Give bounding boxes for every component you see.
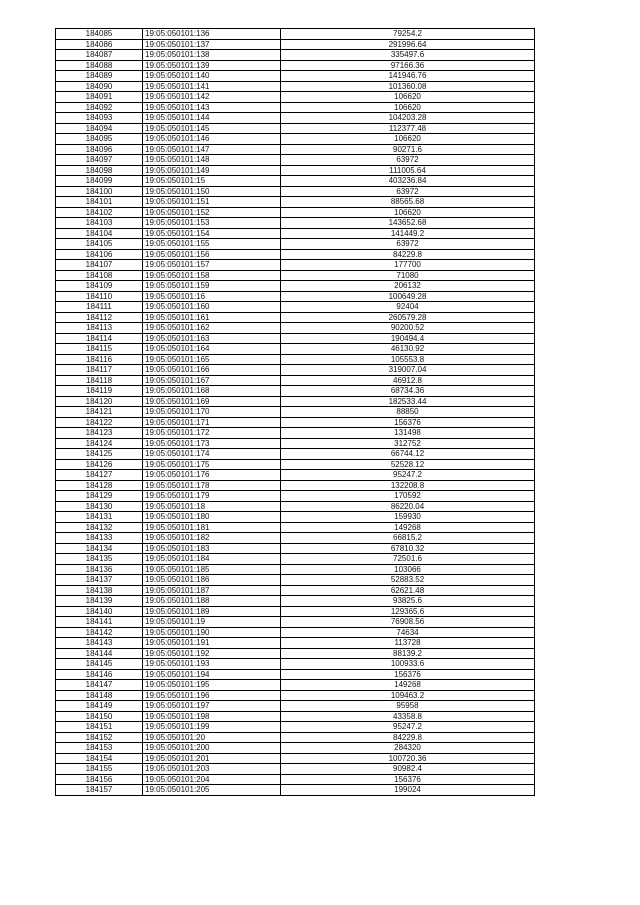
cadastral-number-cell: 19:05:050101:165 (143, 354, 281, 365)
table-row (56, 134, 535, 145)
cadastral-number-cell: 19:05:050101:194 (143, 669, 281, 680)
table-row (56, 375, 535, 386)
row-number-cell: 184101 (56, 197, 143, 208)
value-cell: 63972 (281, 155, 535, 166)
table-row (56, 39, 535, 50)
table-row (56, 564, 535, 575)
table-row (56, 743, 535, 754)
table-row (56, 533, 535, 544)
table-row (56, 722, 535, 733)
cadastral-number-cell: 19:05:050101:191 (143, 638, 281, 649)
cadastral-number-cell: 19:05:050101:201 (143, 753, 281, 764)
table-row (56, 239, 535, 250)
cadastral-number-cell: 19:05:050101:186 (143, 575, 281, 586)
table-row (56, 638, 535, 649)
cadastral-number-cell: 19:05:050101:19 (143, 617, 281, 628)
cadastral-number-cell: 19:05:050101:163 (143, 333, 281, 344)
table-row (56, 407, 535, 418)
row-number-cell: 184127 (56, 470, 143, 481)
value-cell: 88850 (281, 407, 535, 418)
value-cell: 72501.6 (281, 554, 535, 565)
value-cell: 312752 (281, 438, 535, 449)
table-row (56, 144, 535, 155)
cadastral-number-cell: 19:05:050101:176 (143, 470, 281, 481)
cadastral-number-cell: 19:05:050101:174 (143, 449, 281, 460)
row-number-cell: 184126 (56, 459, 143, 470)
value-cell: 284320 (281, 743, 535, 754)
value-cell: 156376 (281, 774, 535, 785)
table-row (56, 753, 535, 764)
cadastral-number-cell: 19:05:050101:149 (143, 165, 281, 176)
cadastral-number-cell: 19:05:050101:152 (143, 207, 281, 218)
cadastral-number-cell: 19:05:050101:203 (143, 764, 281, 775)
value-cell: 63972 (281, 239, 535, 250)
table-row (56, 176, 535, 187)
table-row (56, 218, 535, 229)
table-row (56, 470, 535, 481)
row-number-cell: 184149 (56, 701, 143, 712)
value-cell: 104203.28 (281, 113, 535, 124)
value-cell: 66744.12 (281, 449, 535, 460)
row-number-cell: 184123 (56, 428, 143, 439)
table-row (56, 669, 535, 680)
table-row (56, 596, 535, 607)
row-number-cell: 184155 (56, 764, 143, 775)
row-number-cell: 184099 (56, 176, 143, 187)
table-row (56, 323, 535, 334)
row-number-cell: 184141 (56, 617, 143, 628)
row-number-cell: 184105 (56, 239, 143, 250)
row-number-cell: 184143 (56, 638, 143, 649)
row-number-cell: 184103 (56, 218, 143, 229)
row-number-cell: 184104 (56, 228, 143, 239)
value-cell: 90200.52 (281, 323, 535, 334)
cadastral-number-cell: 19:05:050101:188 (143, 596, 281, 607)
value-cell: 63972 (281, 186, 535, 197)
value-cell: 156376 (281, 417, 535, 428)
row-number-cell: 184146 (56, 669, 143, 680)
cadastral-number-cell: 19:05:050101:168 (143, 386, 281, 397)
table-row (56, 417, 535, 428)
table-row (56, 617, 535, 628)
cadastral-number-cell: 19:05:050101:199 (143, 722, 281, 733)
value-cell: 90271.6 (281, 144, 535, 155)
cadastral-number-cell: 19:05:050101:15 (143, 176, 281, 187)
row-number-cell: 184128 (56, 480, 143, 491)
value-cell: 93825.6 (281, 596, 535, 607)
cadastral-number-cell: 19:05:050101:147 (143, 144, 281, 155)
value-cell: 84229.8 (281, 249, 535, 260)
value-cell: 43358.8 (281, 711, 535, 722)
row-number-cell: 184125 (56, 449, 143, 460)
value-cell: 177700 (281, 260, 535, 271)
value-cell: 74634 (281, 627, 535, 638)
row-number-cell: 184156 (56, 774, 143, 785)
value-cell: 319007.04 (281, 365, 535, 376)
value-cell: 143652.68 (281, 218, 535, 229)
cadastral-number-cell: 19:05:050101:158 (143, 270, 281, 281)
table-row (56, 155, 535, 166)
row-number-cell: 184154 (56, 753, 143, 764)
value-cell: 68734.36 (281, 386, 535, 397)
value-cell: 95958 (281, 701, 535, 712)
row-number-cell: 184085 (56, 29, 143, 40)
value-cell: 88565.68 (281, 197, 535, 208)
row-number-cell: 184112 (56, 312, 143, 323)
table-row (56, 438, 535, 449)
row-number-cell: 184130 (56, 501, 143, 512)
row-number-cell: 184090 (56, 81, 143, 92)
table-row (56, 249, 535, 260)
cadastral-number-cell: 19:05:050101:198 (143, 711, 281, 722)
row-number-cell: 184108 (56, 270, 143, 281)
value-cell: 67810.32 (281, 543, 535, 554)
table-row (56, 123, 535, 134)
table-row (56, 81, 535, 92)
value-cell: 100933.6 (281, 659, 535, 670)
cadastral-number-cell: 19:05:050101:173 (143, 438, 281, 449)
row-number-cell: 184124 (56, 438, 143, 449)
row-number-cell: 184122 (56, 417, 143, 428)
cadastral-number-cell: 19:05:050101:144 (143, 113, 281, 124)
row-number-cell: 184102 (56, 207, 143, 218)
row-number-cell: 184109 (56, 281, 143, 292)
cadastral-number-cell: 19:05:050101:205 (143, 785, 281, 796)
cadastral-number-cell: 19:05:050101:171 (143, 417, 281, 428)
table-row (56, 428, 535, 439)
value-cell: 76908.56 (281, 617, 535, 628)
table-row (56, 344, 535, 355)
cadastral-number-cell: 19:05:050101:175 (143, 459, 281, 470)
cadastral-number-cell: 19:05:050101:146 (143, 134, 281, 145)
value-cell: 97166.36 (281, 60, 535, 71)
table-row (56, 302, 535, 313)
value-cell: 46130.92 (281, 344, 535, 355)
cadastral-number-cell: 19:05:050101:160 (143, 302, 281, 313)
table-row (56, 396, 535, 407)
table-row (56, 680, 535, 691)
row-number-cell: 184129 (56, 491, 143, 502)
value-cell: 66815.2 (281, 533, 535, 544)
cadastral-number-cell: 19:05:050101:197 (143, 701, 281, 712)
table-row (56, 29, 535, 40)
table-row (56, 270, 535, 281)
row-number-cell: 184095 (56, 134, 143, 145)
cadastral-number-cell: 19:05:050101:181 (143, 522, 281, 533)
table-row (56, 512, 535, 523)
value-cell: 88139.2 (281, 648, 535, 659)
row-number-cell: 184138 (56, 585, 143, 596)
cadastral-number-cell: 19:05:050101:162 (143, 323, 281, 334)
cadastral-number-cell: 19:05:050101:166 (143, 365, 281, 376)
table-row (56, 281, 535, 292)
row-number-cell: 184140 (56, 606, 143, 617)
table-row (56, 92, 535, 103)
row-number-cell: 184115 (56, 344, 143, 355)
cadastral-number-cell: 19:05:050101:167 (143, 375, 281, 386)
table-row (56, 459, 535, 470)
value-cell: 106620 (281, 92, 535, 103)
table-row (56, 554, 535, 565)
table-row (56, 291, 535, 302)
table-body (56, 29, 535, 796)
table-row (56, 774, 535, 785)
value-cell: 100649.28 (281, 291, 535, 302)
cadastral-number-cell: 19:05:050101:151 (143, 197, 281, 208)
cadastral-number-cell: 19:05:050101:161 (143, 312, 281, 323)
value-cell: 46912.8 (281, 375, 535, 386)
cadastral-number-cell: 19:05:050101:185 (143, 564, 281, 575)
row-number-cell: 184107 (56, 260, 143, 271)
table-row (56, 449, 535, 460)
value-cell: 92404 (281, 302, 535, 313)
table-row (56, 386, 535, 397)
row-number-cell: 184118 (56, 375, 143, 386)
value-cell: 159930 (281, 512, 535, 523)
value-cell: 170592 (281, 491, 535, 502)
value-cell: 132208.8 (281, 480, 535, 491)
table-row (56, 207, 535, 218)
cadastral-number-cell: 19:05:050101:157 (143, 260, 281, 271)
cadastral-number-cell: 19:05:050101:184 (143, 554, 281, 565)
value-cell: 141946.76 (281, 71, 535, 82)
table-row (56, 711, 535, 722)
table-row (56, 627, 535, 638)
row-number-cell: 184113 (56, 323, 143, 334)
row-number-cell: 184088 (56, 60, 143, 71)
row-number-cell: 184148 (56, 690, 143, 701)
table-row (56, 333, 535, 344)
value-cell: 106620 (281, 102, 535, 113)
row-number-cell: 184152 (56, 732, 143, 743)
value-cell: 103066 (281, 564, 535, 575)
cadastral-number-cell: 19:05:050101:189 (143, 606, 281, 617)
cadastral-number-cell: 19:05:050101:178 (143, 480, 281, 491)
cadastral-number-cell: 19:05:050101:195 (143, 680, 281, 691)
table-row (56, 648, 535, 659)
value-cell: 291996.64 (281, 39, 535, 50)
row-number-cell: 184111 (56, 302, 143, 313)
row-number-cell: 184133 (56, 533, 143, 544)
table-row (56, 785, 535, 796)
cadastral-number-cell: 19:05:050101:192 (143, 648, 281, 659)
value-cell: 113728 (281, 638, 535, 649)
value-cell: 149268 (281, 680, 535, 691)
row-number-cell: 184145 (56, 659, 143, 670)
value-cell: 71080 (281, 270, 535, 281)
cadastral-number-cell: 19:05:050101:137 (143, 39, 281, 50)
cadastral-number-cell: 19:05:050101:143 (143, 102, 281, 113)
row-number-cell: 184096 (56, 144, 143, 155)
row-number-cell: 184091 (56, 92, 143, 103)
table-row (56, 732, 535, 743)
table-row (56, 585, 535, 596)
value-cell: 129365.6 (281, 606, 535, 617)
row-number-cell: 184153 (56, 743, 143, 754)
row-number-cell: 184151 (56, 722, 143, 733)
row-number-cell: 184094 (56, 123, 143, 134)
cadastral-number-cell: 19:05:050101:142 (143, 92, 281, 103)
value-cell: 90982.4 (281, 764, 535, 775)
value-cell: 52528.12 (281, 459, 535, 470)
cadastral-number-cell: 19:05:050101:179 (143, 491, 281, 502)
row-number-cell: 184157 (56, 785, 143, 796)
value-cell: 156376 (281, 669, 535, 680)
value-cell: 101360.08 (281, 81, 535, 92)
table-row (56, 764, 535, 775)
row-number-cell: 184110 (56, 291, 143, 302)
table-row (56, 522, 535, 533)
table-row (56, 228, 535, 239)
row-number-cell: 184087 (56, 50, 143, 61)
table-row (56, 543, 535, 554)
cadastral-number-cell: 19:05:050101:169 (143, 396, 281, 407)
value-cell: 403236.84 (281, 176, 535, 187)
row-number-cell: 184135 (56, 554, 143, 565)
table-row (56, 575, 535, 586)
cadastral-number-cell: 19:05:050101:138 (143, 50, 281, 61)
table-row (56, 60, 535, 71)
row-number-cell: 184116 (56, 354, 143, 365)
row-number-cell: 184089 (56, 71, 143, 82)
value-cell: 79254.2 (281, 29, 535, 40)
row-number-cell: 184106 (56, 249, 143, 260)
value-cell: 106620 (281, 207, 535, 218)
cadastral-number-cell: 19:05:050101:187 (143, 585, 281, 596)
row-number-cell: 184137 (56, 575, 143, 586)
row-number-cell: 184136 (56, 564, 143, 575)
cadastral-number-cell: 19:05:050101:180 (143, 512, 281, 523)
cadastral-number-cell: 19:05:050101:183 (143, 543, 281, 554)
cadastral-number-cell: 19:05:050101:190 (143, 627, 281, 638)
row-number-cell: 184120 (56, 396, 143, 407)
cadastral-number-cell: 19:05:050101:145 (143, 123, 281, 134)
cadastral-number-cell: 19:05:050101:182 (143, 533, 281, 544)
table-row (56, 354, 535, 365)
table-row (56, 659, 535, 670)
cadastral-number-cell: 19:05:050101:156 (143, 249, 281, 260)
table-row (56, 71, 535, 82)
cadastral-number-cell: 19:05:050101:150 (143, 186, 281, 197)
row-number-cell: 184119 (56, 386, 143, 397)
value-cell: 62621.48 (281, 585, 535, 596)
row-number-cell: 184117 (56, 365, 143, 376)
row-number-cell: 184131 (56, 512, 143, 523)
value-cell: 112377.48 (281, 123, 535, 134)
value-cell: 95247.2 (281, 470, 535, 481)
table-row (56, 197, 535, 208)
value-cell: 141449.2 (281, 228, 535, 239)
cadastral-number-cell: 19:05:050101:18 (143, 501, 281, 512)
value-cell: 149268 (281, 522, 535, 533)
row-number-cell: 184147 (56, 680, 143, 691)
cadastral-number-cell: 19:05:050101:159 (143, 281, 281, 292)
value-cell: 95247.2 (281, 722, 535, 733)
cadastral-number-cell: 19:05:050101:204 (143, 774, 281, 785)
cadastral-number-cell: 19:05:050101:155 (143, 239, 281, 250)
row-number-cell: 184132 (56, 522, 143, 533)
row-number-cell: 184144 (56, 648, 143, 659)
cadastral-number-cell: 19:05:050101:153 (143, 218, 281, 229)
cadastral-number-cell: 19:05:050101:164 (143, 344, 281, 355)
row-number-cell: 184097 (56, 155, 143, 166)
value-cell: 100720.36 (281, 753, 535, 764)
value-cell: 109463.2 (281, 690, 535, 701)
row-number-cell: 184139 (56, 596, 143, 607)
table-row (56, 365, 535, 376)
table-row (56, 480, 535, 491)
row-number-cell: 184086 (56, 39, 143, 50)
value-cell: 190494.4 (281, 333, 535, 344)
cadastral-number-cell: 19:05:050101:141 (143, 81, 281, 92)
value-cell: 335497.6 (281, 50, 535, 61)
table-row (56, 113, 535, 124)
value-cell: 199024 (281, 785, 535, 796)
row-number-cell: 184142 (56, 627, 143, 638)
row-number-cell: 184092 (56, 102, 143, 113)
table-row (56, 312, 535, 323)
value-cell: 260579.28 (281, 312, 535, 323)
cadastral-number-cell: 19:05:050101:172 (143, 428, 281, 439)
table-row (56, 186, 535, 197)
value-cell: 52883.52 (281, 575, 535, 586)
table-row (56, 701, 535, 712)
value-cell: 182533.44 (281, 396, 535, 407)
cadastral-number-cell: 19:05:050101:193 (143, 659, 281, 670)
table-row (56, 606, 535, 617)
cadastral-number-cell: 19:05:050101:196 (143, 690, 281, 701)
table-row (56, 165, 535, 176)
cadastral-number-cell: 19:05:050101:154 (143, 228, 281, 239)
value-cell: 105553.8 (281, 354, 535, 365)
row-number-cell: 184134 (56, 543, 143, 554)
row-number-cell: 184114 (56, 333, 143, 344)
value-cell: 131498 (281, 428, 535, 439)
cadastral-number-cell: 19:05:050101:140 (143, 71, 281, 82)
cadastral-number-cell: 19:05:050101:16 (143, 291, 281, 302)
cadastral-number-cell: 19:05:050101:170 (143, 407, 281, 418)
table-row (56, 102, 535, 113)
cadastral-value-table (55, 28, 535, 796)
value-cell: 86220.04 (281, 501, 535, 512)
row-number-cell: 184093 (56, 113, 143, 124)
value-cell: 106620 (281, 134, 535, 145)
row-number-cell: 184121 (56, 407, 143, 418)
table-row (56, 260, 535, 271)
cadastral-number-cell: 19:05:050101:136 (143, 29, 281, 40)
cadastral-number-cell: 19:05:050101:20 (143, 732, 281, 743)
row-number-cell: 184150 (56, 711, 143, 722)
table-row (56, 690, 535, 701)
cadastral-number-cell: 19:05:050101:200 (143, 743, 281, 754)
table-row (56, 50, 535, 61)
table-row (56, 501, 535, 512)
value-cell: 206132 (281, 281, 535, 292)
cadastral-number-cell: 19:05:050101:148 (143, 155, 281, 166)
value-cell: 111005.64 (281, 165, 535, 176)
cadastral-number-cell: 19:05:050101:139 (143, 60, 281, 71)
row-number-cell: 184100 (56, 186, 143, 197)
row-number-cell: 184098 (56, 165, 143, 176)
table-row (56, 491, 535, 502)
value-cell: 84229.8 (281, 732, 535, 743)
